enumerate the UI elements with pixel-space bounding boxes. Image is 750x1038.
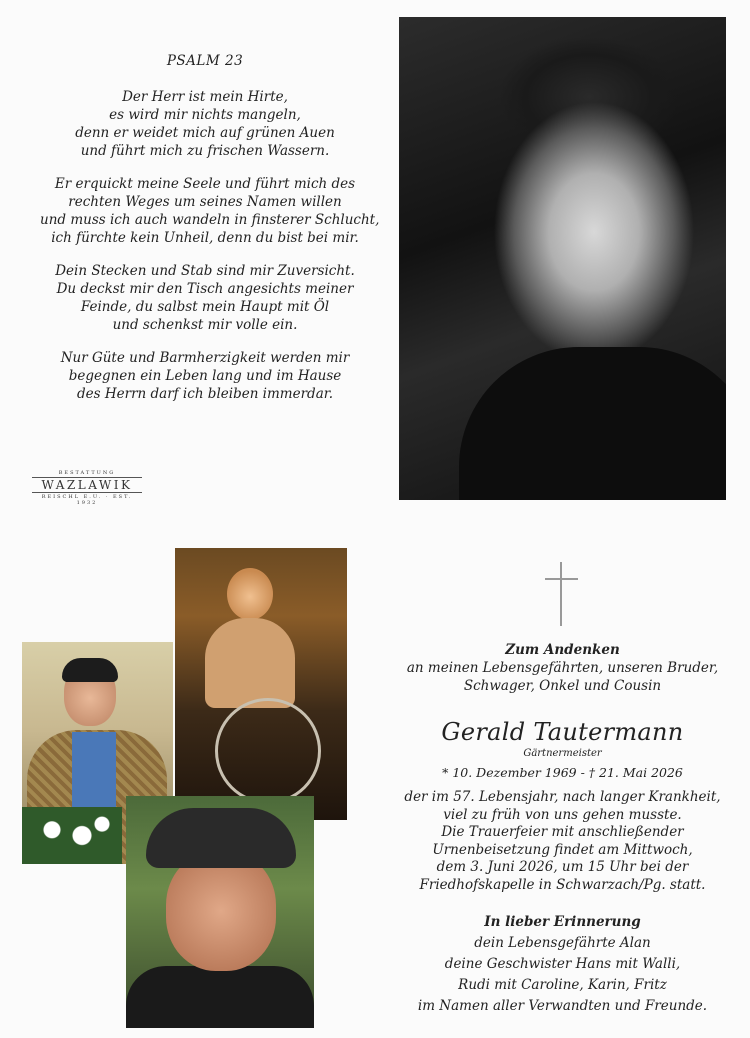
psalm-line: Feinde, du salbst mein Haupt mit Öl — [80, 299, 330, 315]
detail-line: viel zu früh von uns gehen musste. — [443, 806, 682, 823]
portrait-photo — [399, 17, 726, 500]
mourner-line: deine Geschwister Hans mit Walli, — [444, 956, 681, 972]
dedication-line: Schwager, Onkel und Cousin — [463, 678, 662, 694]
portrait-shoulders — [459, 347, 726, 500]
psalm-stanza — [40, 349, 370, 403]
child-body — [205, 618, 295, 708]
dark-coat — [126, 966, 314, 1028]
bicycle-wheel — [215, 698, 321, 804]
psalm-line: rechten Weges um seines Namen willen — [68, 194, 342, 210]
logo-bottom-text: REISCHL E.U. · EST. 1932 — [41, 494, 133, 506]
psalm-line: des Herrn darf ich bleiben immerdar. — [77, 386, 333, 402]
detail-line: Friedhofskapelle in Schwarzach/Pg. statt. — [419, 876, 706, 893]
psalm-line: und schenkst mir volle ein. — [112, 317, 298, 333]
psalm-line: ich fürchte kein Unheil, denn du bist bei mir. — [51, 230, 359, 246]
detail-line: dem 3. Juni 2026, um 15 Uhr bei der — [436, 859, 689, 875]
detail-line: der im 57. Lebensjahr, nach langer Krankheit, — [404, 789, 721, 805]
psalm-line: denn er weidet mich auf grünen Auen — [75, 125, 335, 141]
psalm-line: begegnen ein Leben lang und im Hause — [68, 368, 342, 384]
deceased-name: Gerald Tautermann — [441, 718, 684, 746]
cross-icon-bar — [545, 578, 578, 580]
young-hair — [62, 658, 118, 682]
older-man-photo — [126, 796, 314, 1028]
logo-top-text: BESTATTUNG — [58, 470, 116, 476]
mourner-line: dein Lebensgefährte Alan — [474, 935, 651, 951]
older-face — [166, 851, 276, 971]
cross-icon — [560, 562, 562, 626]
mourner-line: im Namen aller Verwandten und Freunde. — [417, 998, 708, 1014]
funeral-details — [400, 789, 725, 894]
psalm-title: PSALM 23 — [166, 53, 244, 69]
dedication-block — [400, 641, 725, 695]
dedication-line: an meinen Lebensgefährten, unseren Bruder, — [406, 660, 719, 676]
flower-bouquet — [22, 807, 122, 864]
psalm-line: Der Herr ist mein Hirte, — [122, 89, 288, 105]
psalm-line: Du deckst mir den Tisch angesichts meiner — [56, 281, 354, 297]
psalm-line: und führt mich zu frischen Wassern. — [80, 143, 330, 159]
psalm-line: Nur Güte und Barmherzigkeit werden mir — [60, 350, 350, 366]
profession: Gärtnermeister — [523, 748, 602, 759]
detail-line: Die Trauerfeier mit anschließender — [441, 824, 684, 840]
psalm-stanza — [40, 175, 380, 247]
memorial-heading: Zum Andenken — [505, 642, 620, 658]
detail-line: Urnenbeisetzung findet am Mittwoch, — [432, 841, 693, 858]
mourner-line: Rudi mit Caroline, Karin, Fritz — [458, 977, 667, 993]
mourners-block — [400, 912, 725, 1017]
life-dates: * 10. Dezember 1969 - † 21. Mai 2026 — [442, 765, 683, 780]
psalm-line: Er erquickt meine Seele und führt mich des — [54, 176, 356, 192]
psalm-line: Dein Stecken und Stab sind mir Zuversicht. — [55, 263, 355, 279]
child-face — [227, 568, 273, 620]
psalm-line: und muss ich auch wandeln in finsterer Schlucht, — [40, 212, 380, 228]
funeral-home-logo — [32, 470, 142, 506]
logo-name: WAZLAWIK — [32, 477, 142, 493]
closing-heading: In lieber Erinnerung — [484, 914, 641, 930]
psalm-line: es wird mir nichts mangeln, — [109, 107, 301, 123]
flat-cap — [146, 808, 296, 868]
psalm-stanza — [40, 88, 370, 160]
psalm-stanza — [40, 262, 370, 334]
childhood-photo — [175, 548, 347, 820]
psalm-block — [40, 52, 380, 418]
